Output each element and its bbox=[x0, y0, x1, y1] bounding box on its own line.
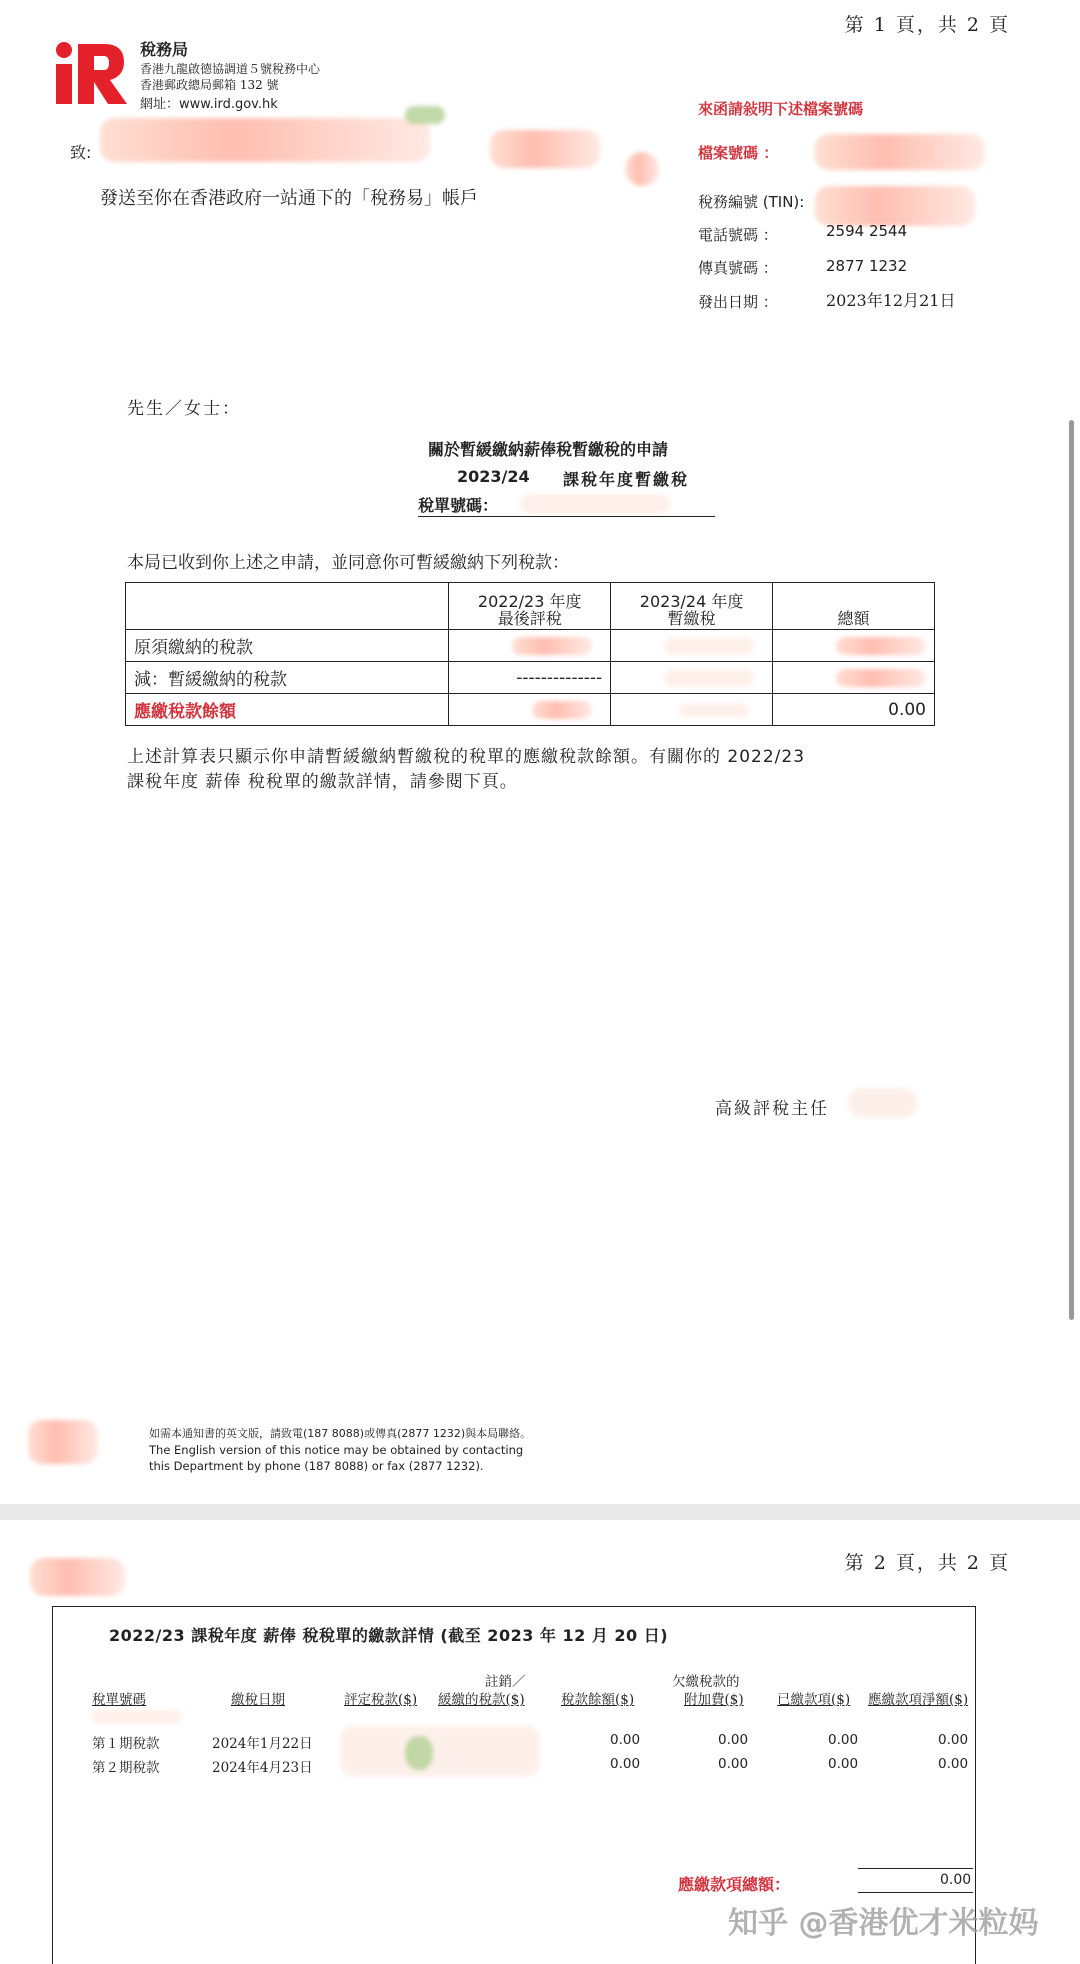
row-surcharge: 0.00 bbox=[718, 1756, 749, 1772]
ird-logo bbox=[52, 40, 128, 106]
explanation-line-2: 課稅年度 薪俸 稅稅單的繳款詳情，請參閱下頁。 bbox=[127, 772, 518, 792]
header-balance: 稅款餘額($) bbox=[561, 1692, 635, 1708]
header-net: 應繳款項淨額($) bbox=[868, 1692, 969, 1708]
notice-no-label: 稅單號碼： bbox=[418, 496, 499, 515]
row-balance-total: 0.00 bbox=[773, 694, 935, 726]
delivery-note: 發送至你在香港政府一站通下的「稅務易」帳戶 bbox=[100, 188, 478, 209]
website-link[interactable]: www.ird.gov.hk bbox=[179, 97, 278, 112]
redaction-mark bbox=[490, 130, 600, 168]
redaction-mark bbox=[848, 1088, 918, 1118]
subject-year: 2023/24 bbox=[457, 467, 530, 486]
header-due-date: 繳稅日期 bbox=[231, 1692, 285, 1708]
total-line-bottom bbox=[858, 1892, 973, 1893]
total-line-top bbox=[858, 1868, 973, 1869]
dept-address-2: 香港郵政總局郵箱 132 號 bbox=[140, 78, 279, 92]
notice-no-underline bbox=[418, 516, 715, 517]
dept-website bbox=[140, 93, 278, 112]
row-paid: 0.00 bbox=[828, 1732, 859, 1748]
fax-value: 2877 1232 bbox=[826, 257, 908, 275]
redacted-cell bbox=[773, 630, 935, 662]
header-paid: 已繳款項($) bbox=[777, 1692, 851, 1708]
redaction-mark bbox=[625, 152, 659, 186]
total-label: 應繳款項總額： bbox=[678, 1875, 791, 1894]
payment-details-title: 2022/23 課稅年度 薪俸 稅稅單的繳款詳情 (截至 2023 年 12 月 20 日) bbox=[109, 1626, 669, 1645]
redacted-cell bbox=[773, 662, 935, 694]
redaction-mark bbox=[28, 1420, 98, 1464]
subject-title: 關於暫緩繳納薪俸稅暫繳稅的申請 bbox=[428, 440, 669, 459]
row-net: 0.00 bbox=[938, 1756, 969, 1772]
to-label: 致: bbox=[70, 143, 92, 162]
header-cancelled-2: 緩繳的稅款($) bbox=[438, 1692, 525, 1708]
table-header-row bbox=[126, 583, 935, 630]
phone-value: 2594 2544 bbox=[826, 222, 908, 240]
header-col3: 總額 bbox=[773, 583, 935, 630]
row-deferred-label: 減：暫緩繳納的稅款 bbox=[126, 662, 449, 694]
dept-address-1: 香港九龍啟德協調道５號稅務中心 bbox=[140, 62, 321, 76]
row-original-label: 原須繳納的稅款 bbox=[126, 630, 449, 662]
header-blank bbox=[126, 583, 449, 630]
row-net: 0.00 bbox=[938, 1732, 969, 1748]
redaction-mark bbox=[815, 134, 985, 170]
redaction-mark bbox=[520, 494, 670, 514]
explanation-line-1: 上述計算表只顯示你申請暫緩繳納暫繳稅的稅單的應繳稅款餘額。有關你的 2022/23 bbox=[127, 747, 806, 767]
tax-calculation-table bbox=[125, 582, 935, 726]
notice-page-2 bbox=[0, 1520, 1080, 1964]
header-cancelled-1: 註銷／ bbox=[485, 1674, 526, 1690]
header-surcharge-1: 欠繳稅款的 bbox=[672, 1674, 740, 1690]
header-assessed: 評定稅款($) bbox=[344, 1692, 418, 1708]
table-row bbox=[126, 630, 935, 662]
salutation: 先生／女士： bbox=[127, 399, 241, 419]
total-value: 0.00 bbox=[940, 1872, 972, 1888]
redaction-mark bbox=[30, 1558, 125, 1596]
footer-en-2: this Department by phone (187 8088) or fax (2877 1232). bbox=[149, 1459, 484, 1473]
row-date: 2024年4月23日 bbox=[212, 1760, 313, 1776]
redaction-mark bbox=[340, 1725, 540, 1777]
header-col2: 2023/24 年度 暫繳稅 bbox=[611, 583, 773, 630]
redacted-cell bbox=[449, 694, 611, 726]
fax-label: 傳真號碼 ： bbox=[698, 259, 778, 277]
watermark: 知乎 @香港优才米粒妈 bbox=[728, 1906, 1039, 1941]
row-balance: 0.00 bbox=[610, 1756, 641, 1772]
dept-name: 稅務局 bbox=[140, 40, 189, 59]
page-indicator: 第 1 頁，共 2 頁 bbox=[844, 14, 1010, 36]
header-surcharge-2: 附加費($) bbox=[684, 1692, 744, 1708]
redaction-mark bbox=[405, 106, 445, 124]
row-surcharge: 0.00 bbox=[718, 1732, 749, 1748]
file-no-label: 檔案號碼 ： bbox=[698, 144, 779, 162]
footer-cn: 如需本通知書的英文版，請致電(187 8088)或傳真(2877 1232)與本局聯絡。 bbox=[149, 1427, 532, 1440]
redaction-mark bbox=[92, 1710, 182, 1724]
scrollbar[interactable] bbox=[1069, 420, 1074, 1320]
intro-text: 本局已收到你上述之申請，並同意你可暫緩繳納下列稅款： bbox=[127, 553, 569, 573]
tin-label: 稅務編號 (TIN): bbox=[698, 193, 805, 211]
redaction-mark bbox=[405, 1736, 433, 1770]
redacted-cell bbox=[611, 694, 773, 726]
table-row bbox=[126, 694, 935, 726]
table-row bbox=[126, 662, 935, 694]
issue-date: 2023年12月21日 bbox=[826, 291, 956, 310]
row-paid: 0.00 bbox=[828, 1756, 859, 1772]
header-notice-no: 稅單號碼 bbox=[92, 1692, 146, 1708]
row-label: 第１期稅款 bbox=[92, 1736, 160, 1752]
redacted-cell bbox=[611, 630, 773, 662]
phone-label: 電話號碼 ： bbox=[698, 226, 778, 244]
page-indicator-2: 第 2 頁，共 2 頁 bbox=[844, 1552, 1010, 1574]
row-label: 第２期稅款 bbox=[92, 1760, 160, 1776]
signature-title: 高級評稅主任 bbox=[715, 1099, 829, 1119]
reference-note: 來函請敍明下述檔案號碼 bbox=[698, 100, 864, 118]
row-balance: 0.00 bbox=[610, 1732, 641, 1748]
row-balance-label: 應繳稅款餘額 bbox=[126, 694, 449, 726]
redaction-mark bbox=[100, 118, 430, 162]
redaction-mark bbox=[815, 186, 975, 226]
header-col1: 2022/23 年度 最後評稅 bbox=[449, 583, 611, 630]
row-date: 2024年1月22日 bbox=[212, 1736, 313, 1752]
footer-en-1: The English version of this notice may be obtained by contacting bbox=[149, 1443, 524, 1457]
subject-type: 課稅年度暫繳稅 bbox=[563, 470, 690, 489]
redacted-cell bbox=[611, 662, 773, 694]
row-deferred-col1: -------------- bbox=[449, 662, 611, 694]
date-label: 發出日期 ： bbox=[698, 293, 778, 311]
website-prefix: 網址： bbox=[140, 97, 180, 112]
redacted-cell bbox=[449, 630, 611, 662]
